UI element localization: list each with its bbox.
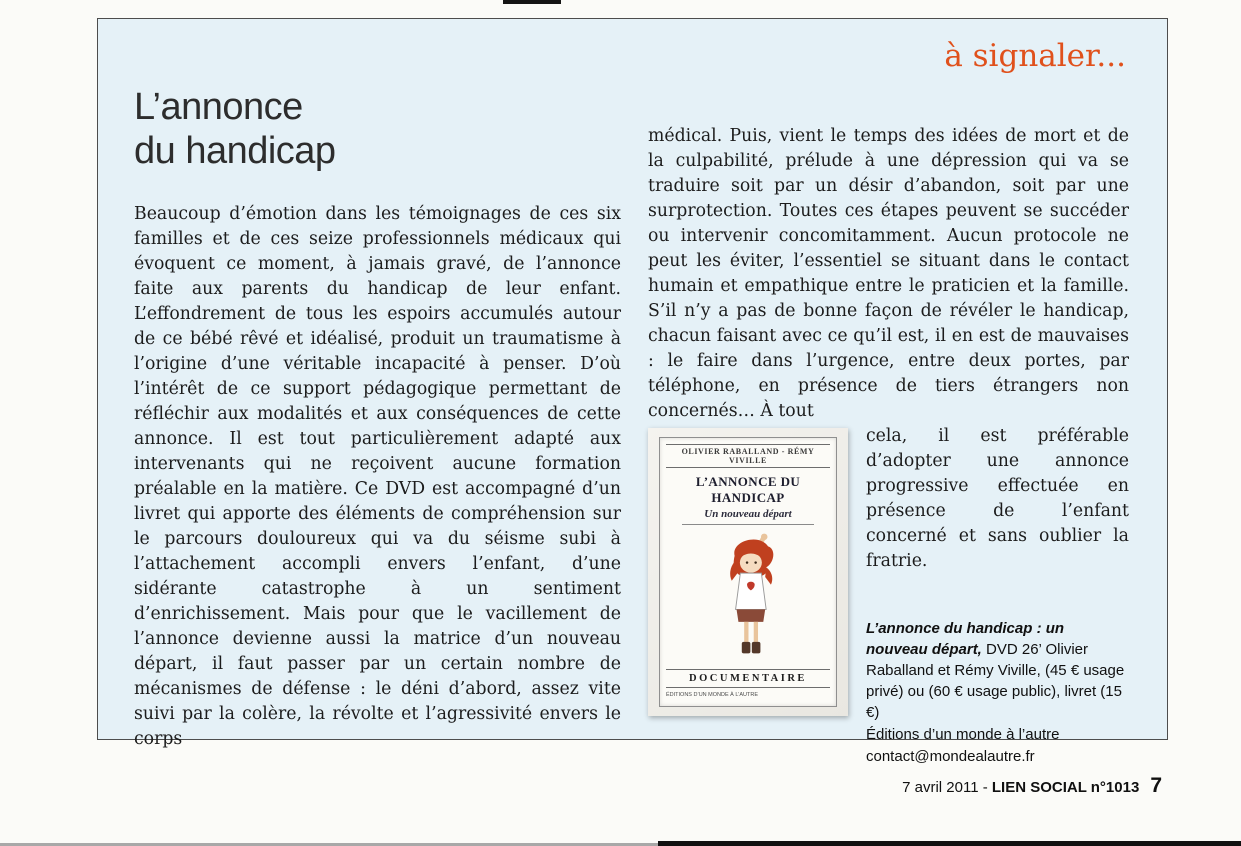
article-title-line1: L’annonce [134, 86, 303, 128]
dvd-case [659, 437, 837, 707]
caption-publisher: Éditions d’un monde à l’autre [866, 726, 1060, 743]
dvd-wrap-section [648, 424, 1129, 767]
article-text-right-part2: cela, il est préférable d’adopter une annonce progressive effectuée en présence de l’enfant concerné et sans oublier la fratrie. [866, 426, 1129, 571]
section-tag: à signaler... [944, 38, 1126, 74]
left-column [134, 85, 621, 752]
dvd-publisher-logo: ÉDITIONS D’UN MONDE À L’AUTRE [666, 692, 758, 699]
dvd-category: DOCUMENTAIRE [666, 669, 830, 688]
dvd-subtitle: Un nouveau départ [682, 508, 813, 525]
article-title [134, 85, 621, 173]
girl-drawing-icon [705, 533, 791, 661]
dvd-illustration [666, 525, 830, 669]
article-text-left: Beaucoup d’émotion dans les témoignages de ces six familles et de ces seize professionnels médicaux qui évoquent ce moment, à jamais gravé, de l’annonce faite aux parents du handicap de leur enfant. L’effondrement de tous les espoirs accumulés autour de ce bébé rêvé et idéalisé, produit un traumatisme à l’origine d’une véritable incapacité à penser. D’où l’intérêt de ce support pédagogique permettant de réfléchir aux modalités et aux conséquences de cette annonce. Il est tout particulièrement adapté aux intervenants qui ne reçoivent aucune formation préalable en la matière. Ce DVD est accompagné d’un livret qui apporte des éléments de compréhension sur le parcours douloureux qui va du séisme subi à l’attachement accompli envers l’enfant, d’une sidérante catastrophe à un sentiment d’enrichissement. Mais pour que le vacillement de l’annonce devienne aussi la matrice d’un nouveau départ, il faut passer par un certain nombre de mécanismes de défense : le déni d’abord, assez vite suivi par la colère, la révolte et l’agressivité envers le corps [134, 204, 621, 749]
dvd-authors: OLIVIER RABALLAND - RÉMY VIVILLE [666, 444, 830, 468]
dvd-title: L’ANNONCE DU HANDICAP [695, 474, 801, 505]
scan-artifact-bottom-right [658, 841, 1241, 846]
caption-title: L’annonce du handicap : un nouveau départ, [866, 620, 1065, 658]
caption-details: DVD 26’ Olivier Raballand et Rémy Viville, (45 € usage privé) ou (60 € usage public), livret (15 €) [866, 641, 1125, 721]
footer-journal: LIEN SOCIAL n°1013 [991, 779, 1140, 796]
caption-contact: contact@mondealautre.fr [866, 748, 1035, 765]
right-column [648, 124, 1129, 767]
article-panel [97, 18, 1168, 765]
page-footer [902, 774, 1162, 798]
article-text-right-part1: médical. Puis, vient le temps des idées de mort et de la culpabilité, prélude à une dépression qui va se traduire soit par un désir d’abandon, soit par une surprotection. Toutes ces étapes peuvent se succéder ou intervenir concomitamment. Aucun protocole ne peut les éviter, l’essentiel se situant dans le contact humain et empathique entre le praticien et la famille. S’il n’y a pas de bonne façon de révéler le handicap, chacun faisant avec ce qu’il est, il en est de mauvaises : le faire dans l’urgence, entre deux portes, par téléphone, en présence de tiers étrangers non concernés… À tout [648, 126, 1129, 421]
page-number: 7 [1150, 774, 1162, 797]
footer-date: 7 avril 2011 - [902, 779, 992, 796]
dvd-cover-photo [648, 428, 848, 716]
article-title-line2: du handicap [134, 130, 336, 172]
dvd-caption [866, 618, 1129, 767]
scan-artifact-top [503, 0, 561, 4]
